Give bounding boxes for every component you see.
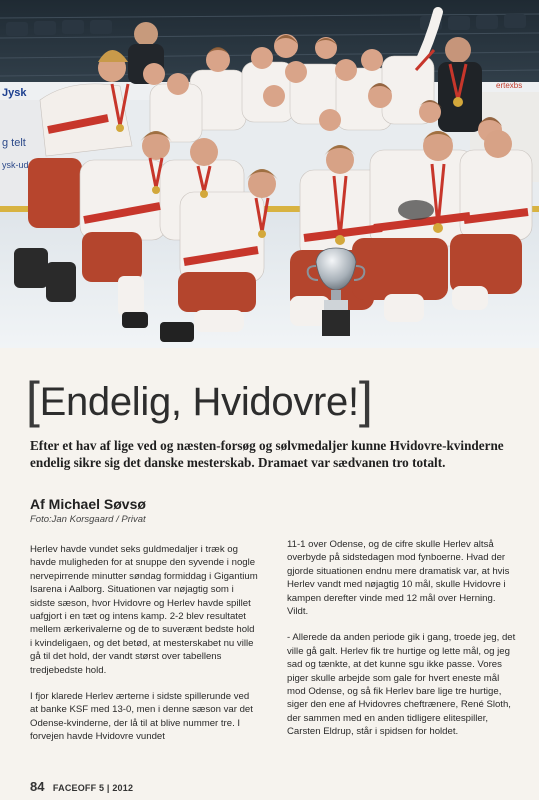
article-title [26,370,516,430]
paragraph: Herlev havde vundet seks guldmedaljer i træk og havde muligheden for at snuppe den syvende i nogle nervepirrende minutter søndag formiddag i Gigantium Isarena i Aalborg. Situationen var nøjagtig som i sidste sæson, hvor Hvidovre og Herlev havde spillet uafgjort i en tæt og intens kamp. 2-2 blev resultatet mellem ærkerivalerne og de to suverænt bedste hold i kvindeligaen, og det betød, at mesterskabet nu ville gå til det hold, der vandt størst over tabellens tredjebedste hold. [30,544,258,676]
team-photo [0,0,539,348]
banner-right-text: ertexbs [496,81,523,90]
banner-left-text-3: ysk-ud [2,160,29,170]
page-number: 84 [30,779,45,794]
article-byline: Af Michael Søvsø [30,496,146,512]
page-footer [30,778,133,796]
article-lead: Efter et hav af lige ved og næsten-forsøg og sølvmedaljer kunne Hvidovre-kvinderne endelig sikre sig det danske mesterskab. Dramaet var sædvanen tro totalt. [30,438,504,470]
banner-left-text-2: g telt [2,137,26,149]
paragraph: - Allerede da anden periode gik i gang, troede jeg, det ville gå galt. Herlev fik tre hurtige og lette mål, og jeg sad og tænkte, at det kunne sgu ikke passe. Vores piger skulle arbejde som gale for hvert eneste mål mod Odense, og så fik Herlev bare lige tre hurtige, siger den ene af Hvidovres cheftrænere, René Sloth, der sammen med en anden tidligere elitespiller, Carsten Eldrup, står i spidsen for holdet. [287,632,516,738]
paragraph: 11-1 over Odense, og de cifre skulle Herlev altså overbyde på sidstedagen mod fynboerne. Hvad der gjorde situationen endnu mere dramatisk var, at hvis Herlev vandt med nøjagtig 10 mål, skulle Hvidovre i kampen derefter vinde med 12 mål over Herning. Vildt. [287,539,510,618]
magazine-issue: FACEOFF 5 | 2012 [52,783,134,793]
article-column-left [30,543,258,757]
paragraph: I fjor klarede Herlev ærterne i sidste spillerunde ved at banke KSF med 13-0, men i denne sæson var det Odense-kvinderne, der lå til at blive nummer tre. I forvejen havde Hvidovre vundet [30,691,253,743]
article-column-right [287,538,517,752]
title-close-bracket: ] [358,372,373,428]
photo-credit: Foto:Jan Korsgaard / Privat [30,514,146,525]
article [0,348,539,800]
title-open-bracket: [ [26,372,40,428]
banner-left-text: Jysk [2,87,27,99]
team-celebration-image [0,0,539,348]
title-text: Endelig, Hvidovre! [39,380,359,424]
